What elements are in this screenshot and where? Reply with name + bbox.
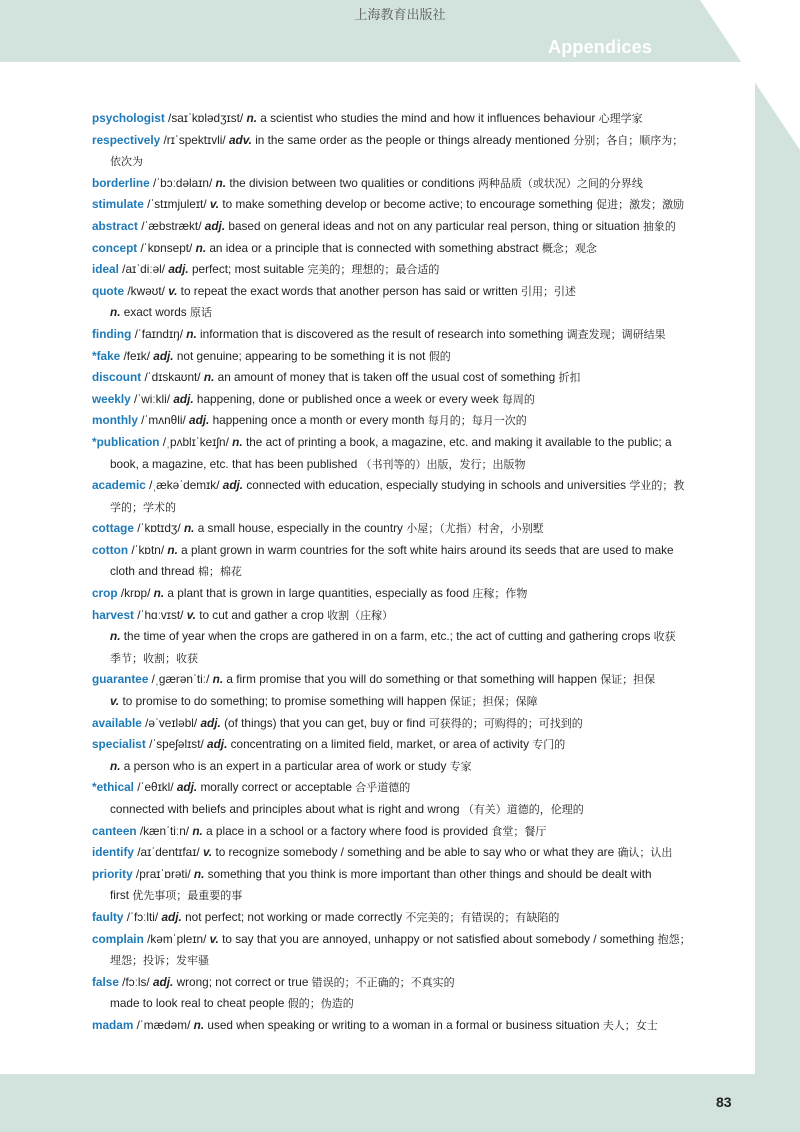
part-of-speech: adj.	[207, 737, 228, 752]
glossary-entry	[92, 475, 732, 518]
glossary-entry	[92, 540, 732, 583]
entry-first-line	[92, 432, 732, 454]
translation: 心理学家	[598, 112, 643, 125]
definition: not perfect; not working or made correctly	[185, 909, 403, 924]
entry-first-line	[92, 108, 732, 130]
translation: 庄稼；作物	[472, 587, 528, 601]
headword: stimulate	[92, 197, 144, 212]
definition: to cut and gather a crop	[199, 607, 324, 622]
glossary-list	[92, 108, 732, 1037]
part-of-speech: adj.	[204, 218, 226, 233]
entry-first-line	[92, 842, 732, 864]
definition: the act of printing a book, a magazine, etc. and making it available to the public; a	[245, 434, 672, 449]
definition: cloth and thread	[110, 564, 195, 579]
translation: 学的；学术的	[110, 500, 176, 514]
entry-first-line	[92, 367, 732, 389]
part-of-speech: n.	[193, 866, 205, 881]
translation: 分别；各自；顺序为；	[573, 133, 684, 147]
definition: a place in a school or a factory where food is provided	[206, 823, 489, 838]
translation: 每周的	[501, 392, 535, 406]
definition: an amount of money that is taken off the usual cost of something	[217, 370, 556, 385]
entry-continuation-line	[92, 302, 732, 324]
entry-first-line	[92, 259, 732, 281]
glossary-entry	[92, 907, 732, 929]
headword: weekly	[92, 391, 131, 406]
entry-first-line	[92, 389, 732, 411]
entry-first-line	[92, 1015, 732, 1037]
part-of-speech: n.	[110, 758, 121, 773]
definition: an idea or a principle that is connected with something abstract	[209, 240, 539, 255]
phonetic: /ˌɡærənˈtiː/	[151, 672, 210, 687]
headword: faulty	[92, 909, 124, 924]
definition: happening once a month or every month	[212, 413, 425, 428]
headword: false	[92, 974, 119, 989]
glossary-entry	[92, 367, 732, 389]
phonetic: /fɔːls/	[122, 974, 150, 989]
entry-continuation-line	[92, 561, 732, 583]
phonetic: /ˈdɪskaʊnt/	[144, 370, 201, 385]
definition: not genuine; appearing to be something it is not	[176, 348, 426, 363]
part-of-speech: v.	[186, 607, 196, 622]
part-of-speech: n.	[232, 434, 243, 449]
part-of-speech: v.	[209, 931, 219, 946]
part-of-speech: n.	[212, 672, 224, 687]
translation: 两种品质（或状况）之间的分界线	[477, 176, 643, 190]
entry-continuation-line	[92, 648, 732, 670]
entry-first-line	[92, 281, 732, 303]
glossary-entry	[92, 734, 732, 777]
part-of-speech: adj.	[161, 909, 182, 924]
glossary-entry	[92, 410, 732, 432]
glossary-entry	[92, 216, 732, 238]
definition: a plant grown in warm countries for the soft white hairs around its seeds that are used to make	[181, 542, 674, 557]
glossary-entry	[92, 173, 732, 195]
phonetic: /ˈhɑːvɪst/	[137, 607, 184, 622]
entry-continuation-line	[92, 454, 732, 476]
phonetic: /kwəʊt/	[127, 283, 165, 298]
translation: 收获	[653, 630, 676, 644]
translation: 专门的	[532, 738, 566, 752]
glossary-entry	[92, 108, 732, 130]
translation: （书刊等的）出版，发行；出版物	[360, 457, 526, 471]
translation: 夫人；女士	[602, 1018, 658, 1032]
entry-continuation-line	[92, 993, 732, 1015]
entry-continuation-line	[92, 799, 732, 821]
phonetic: /ˌækəˈdemɪk/	[149, 478, 220, 493]
phonetic: /aɪˈdentɪfaɪ/	[137, 845, 200, 860]
headword: complain	[92, 931, 144, 946]
entry-continuation-line	[92, 626, 732, 648]
part-of-speech: n.	[153, 586, 165, 601]
phonetic: /ˈstɪmjuleɪt/	[147, 197, 207, 212]
entry-first-line	[92, 216, 732, 238]
translation: 季节；收割；收获	[110, 651, 198, 665]
definition: something that you think is more important than other things and should be dealt with	[207, 866, 652, 881]
glossary-entry	[92, 777, 732, 820]
entry-first-line	[92, 410, 732, 432]
definition: morally correct or acceptable	[200, 780, 352, 795]
phonetic: /ˈmʌnθli/	[141, 413, 186, 428]
phonetic: /krɒp/	[120, 586, 151, 601]
entry-first-line	[92, 475, 732, 497]
headword: *ethical	[92, 780, 134, 795]
headword: *publication	[92, 434, 160, 449]
headword: priority	[92, 866, 133, 881]
translation: 抱怨；	[657, 932, 691, 946]
part-of-speech: adj.	[200, 715, 221, 730]
translation: 促进；激发；激励	[596, 198, 685, 212]
phonetic: /ˈfaɪndɪŋ/	[134, 326, 183, 341]
entry-first-line	[92, 972, 732, 994]
translation: 埋怨；投诉；发牢骚	[110, 954, 209, 968]
entry-first-line	[92, 583, 732, 605]
section-title: Appendices	[548, 37, 653, 57]
part-of-speech: v.	[202, 845, 213, 860]
headword: available	[92, 715, 142, 730]
translation: 折扣	[558, 371, 581, 385]
page-number: 83	[716, 1094, 732, 1110]
part-of-speech: n.	[195, 240, 207, 255]
translation: 调查发现；调研结果	[566, 327, 666, 341]
definition: made to look real to cheat people	[110, 996, 285, 1011]
translation: 小屋；（尤指）村舍，小别墅	[406, 522, 544, 536]
definition: wrong; not correct or true	[176, 974, 309, 989]
phonetic: /ˈkɒtn/	[131, 542, 165, 557]
entry-first-line	[92, 734, 732, 756]
headword: harvest	[92, 607, 134, 622]
entry-first-line	[92, 713, 732, 735]
headword: cottage	[92, 521, 134, 536]
headword: monthly	[92, 413, 138, 428]
glossary-entry	[92, 605, 732, 670]
definition: exact words	[123, 305, 187, 320]
translation: 依次为	[110, 155, 143, 169]
headword: academic	[92, 478, 146, 493]
part-of-speech: n.	[183, 521, 195, 536]
definition: a person who is an expert in a particular area of work or study	[123, 758, 447, 773]
definition: to say that you are annoyed, unhappy or not satisfied about somebody / something	[222, 931, 655, 946]
glossary-entry	[92, 842, 732, 864]
glossary-entry	[92, 864, 732, 907]
part-of-speech: n.	[167, 542, 178, 557]
translation: 可获得的；可购得的；可找到的	[428, 716, 583, 730]
phonetic: /ˈeθɪkl/	[137, 780, 174, 795]
phonetic: /ˈfɔːlti/	[126, 909, 159, 924]
part-of-speech: n.	[193, 1017, 205, 1032]
entry-first-line	[92, 777, 732, 799]
entry-continuation-line	[92, 151, 732, 173]
translation: 棉；棉花	[197, 565, 242, 579]
headword: cotton	[92, 542, 129, 557]
headword: discount	[92, 370, 142, 385]
definition: used when speaking or writing to a woman in a formal or business situation	[207, 1017, 600, 1032]
entry-first-line	[92, 605, 732, 627]
translation: 完美的；理想的；最合适的	[307, 263, 440, 277]
phonetic: /ˈmædəm/	[136, 1017, 191, 1032]
part-of-speech: n.	[203, 370, 215, 385]
definition: the division between two qualities or conditions	[229, 175, 475, 190]
phonetic: /kəmˈpleɪn/	[147, 931, 207, 946]
translation: 抽象的	[642, 219, 676, 233]
phonetic: /əˈveɪləbl/	[145, 715, 198, 730]
translation: 保证；担保；保障	[449, 695, 538, 709]
glossary-entry	[92, 238, 732, 260]
definition: happening, done or published once a week or every week	[196, 391, 499, 406]
phonetic: /ˌpʌblɪˈkeɪʃn/	[162, 434, 229, 449]
entry-continuation-line	[92, 885, 732, 907]
translation: 概念；观念	[541, 241, 597, 255]
headword: *fake	[92, 348, 121, 363]
headword: crop	[92, 586, 118, 601]
part-of-speech: n.	[192, 823, 203, 838]
entry-first-line	[92, 669, 732, 691]
definition: in the same order as the people or things already mentioned	[255, 132, 570, 147]
glossary-entry	[92, 281, 732, 324]
glossary-entry	[92, 929, 732, 972]
entry-first-line	[92, 173, 732, 195]
translation: 假的	[428, 349, 451, 363]
headword: guarantee	[92, 672, 149, 687]
translation: 合乎道德的	[355, 781, 411, 795]
part-of-speech: n.	[186, 326, 197, 341]
definition: perfect; most suitable	[191, 262, 305, 277]
headword: canteen	[92, 823, 137, 838]
phonetic: /feɪk/	[123, 348, 150, 363]
translation: 收割（庄稼）	[327, 608, 394, 622]
part-of-speech: adj.	[222, 478, 244, 493]
glossary-entry	[92, 432, 732, 475]
headword: specialist	[92, 737, 146, 752]
glossary-entry	[92, 1015, 732, 1037]
phonetic: /rɪˈspektɪvli/	[163, 132, 226, 147]
glossary-entry	[92, 194, 732, 216]
translation: 确认；认出	[617, 846, 673, 860]
phonetic: /ˈkɒnsept/	[140, 240, 193, 255]
part-of-speech: adj.	[153, 348, 174, 363]
definition: to promise to do something; to promise something will happen	[122, 694, 447, 709]
part-of-speech: adv.	[228, 132, 252, 147]
headword: identify	[92, 845, 134, 860]
translation: （有关）道德的，伦理的	[462, 803, 584, 816]
entry-first-line	[92, 346, 732, 368]
translation: 不完美的；有错误的；有缺陷的	[405, 910, 560, 924]
part-of-speech: v.	[110, 694, 120, 709]
definition: concentrating on a limited field, market, or area of activity	[230, 737, 529, 752]
entry-continuation-line	[92, 756, 732, 778]
part-of-speech: adj.	[168, 262, 189, 277]
entry-first-line	[92, 864, 732, 886]
entry-first-line	[92, 907, 732, 929]
definition: connected with education, especially studying in schools and universities	[246, 478, 627, 493]
headword: concept	[92, 240, 138, 255]
headword: borderline	[92, 175, 150, 190]
definition: to make something develop or become active; to encourage something	[222, 197, 593, 212]
definition: the time of year when the crops are gathered in on a farm, etc.; the act of cutting and gathering crops	[123, 629, 651, 644]
glossary-entry	[92, 389, 732, 411]
part-of-speech: n.	[246, 111, 257, 125]
definition: a scientist who studies the mind and how it influences behaviour	[260, 111, 596, 125]
translation: 错误的；不正确的；不真实的	[311, 975, 455, 989]
definition: information that is discovered as the result of research into something	[200, 326, 564, 341]
entry-continuation-line	[92, 691, 732, 713]
translation: 引用；引述	[521, 284, 577, 298]
glossary-entry	[92, 346, 732, 368]
entry-first-line	[92, 238, 732, 260]
phonetic: /ˈbɔːdəlaɪn/	[152, 175, 213, 190]
definition: to repeat the exact words that another person has said or written	[180, 283, 518, 298]
glossary-entry	[92, 669, 732, 712]
definition: a plant that is grown in large quantities, especially as food	[167, 586, 470, 601]
phonetic: /ˈspeʃəlɪst/	[149, 737, 204, 752]
glossary-entry	[92, 324, 732, 346]
translation: 每月的；每月一次的	[427, 414, 527, 428]
translation: 专家	[449, 759, 472, 773]
glossary-entry	[92, 259, 732, 281]
entry-first-line	[92, 518, 732, 540]
headword: finding	[92, 326, 132, 341]
phonetic: /ˈkɒtɪdʒ/	[137, 521, 181, 536]
translation: 保证；担保	[600, 673, 656, 687]
part-of-speech: adj.	[152, 974, 174, 989]
phonetic: /ˈwiːkli/	[133, 391, 171, 406]
entry-first-line	[92, 194, 732, 216]
translation: 原话	[190, 306, 212, 320]
glossary-entry	[92, 518, 732, 540]
glossary-entry	[92, 713, 732, 735]
translation: 优先事项；最重要的事	[132, 889, 243, 903]
translation: 学业的；教	[629, 479, 685, 493]
part-of-speech: v.	[209, 197, 220, 212]
definition: a firm promise that you will do something or that something will happen	[226, 672, 597, 687]
glossary-entry	[92, 821, 732, 843]
phonetic: /ˈæbstrækt/	[141, 218, 202, 233]
phonetic: /kænˈtiːn/	[139, 823, 190, 838]
part-of-speech: v.	[168, 283, 178, 298]
definition: connected with beliefs and principles about what is right and wrong	[110, 802, 460, 816]
part-of-speech: adj.	[176, 780, 198, 795]
definition: first	[110, 888, 130, 903]
headword: ideal	[92, 262, 119, 277]
entry-continuation-line	[92, 950, 732, 972]
glossary-entry	[92, 130, 732, 173]
translation: 食堂；餐厅	[491, 824, 547, 838]
entry-first-line	[92, 929, 732, 951]
definition: to recognize somebody / something and be able to say who or what they are	[215, 845, 615, 860]
publisher-name: 上海教育出版社	[354, 8, 446, 23]
headword: respectively	[92, 132, 161, 147]
entry-first-line	[92, 324, 732, 346]
phonetic: /aɪˈdiːəl/	[122, 262, 166, 277]
part-of-speech: adj.	[189, 413, 210, 428]
entry-first-line	[92, 130, 732, 152]
definition: based on general ideas and not on any particular real person, thing or situation	[228, 218, 640, 233]
phonetic: /praɪˈɒrəti/	[135, 866, 191, 881]
headword: abstract	[92, 218, 138, 233]
entry-first-line	[92, 540, 732, 562]
definition: a small house, especially in the country	[197, 521, 403, 536]
part-of-speech: n.	[110, 305, 121, 320]
glossary-entry	[92, 583, 732, 605]
entry-continuation-line	[92, 497, 732, 519]
headword: psychologist	[92, 111, 165, 125]
entry-first-line	[92, 821, 732, 843]
headword: quote	[92, 283, 125, 298]
definition: book, a magazine, etc. that has been published	[110, 456, 358, 471]
part-of-speech: n.	[110, 629, 121, 644]
glossary-entry	[92, 972, 732, 1015]
headword: madam	[92, 1017, 134, 1032]
part-of-speech: adj.	[173, 391, 194, 406]
phonetic: /saɪˈkɒlədʒɪst/	[168, 111, 244, 125]
part-of-speech: n.	[215, 175, 227, 190]
definition: (of things) that you can get, buy or find	[224, 715, 426, 730]
translation: 假的；伪造的	[287, 997, 354, 1011]
